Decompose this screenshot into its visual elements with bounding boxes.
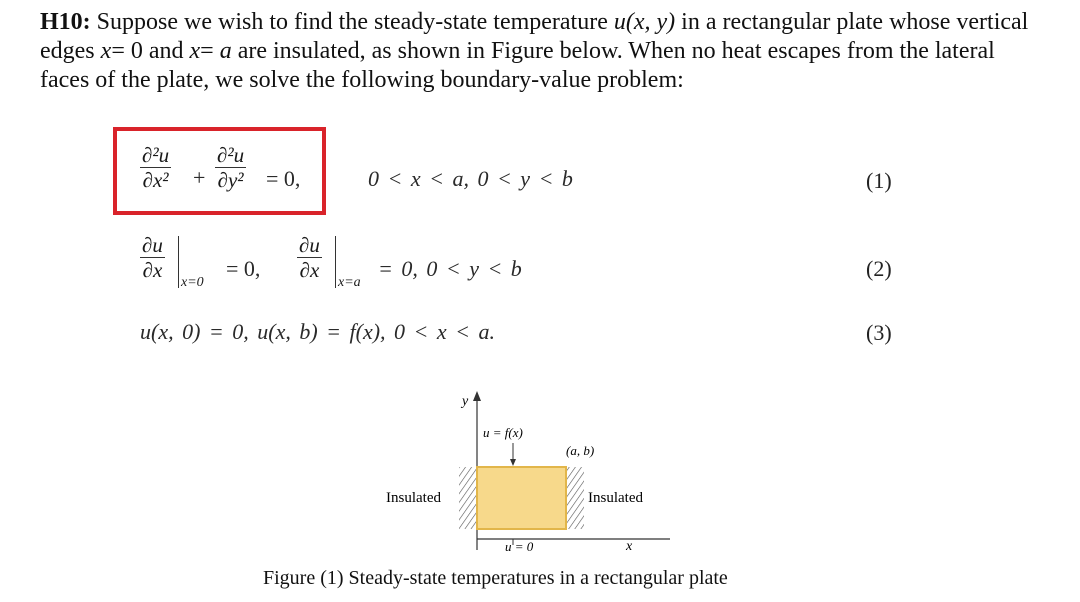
x-axis-label: x: [626, 539, 633, 554]
denominator: ∂x²: [142, 168, 169, 193]
right-insulated-label: Insulated: [588, 490, 643, 506]
y-axis-arrow-icon: [473, 391, 481, 401]
variable-a: a: [219, 38, 232, 64]
numerator: ∂u: [299, 233, 320, 257]
boundary-arrow-head-icon: [510, 459, 516, 466]
numerator: ∂²u: [142, 143, 170, 167]
evaluation-bar: [178, 236, 179, 288]
evaluation-subscript: x=a: [338, 275, 361, 290]
corner-label: (a, b): [566, 443, 595, 458]
fraction-du-dx: [140, 233, 165, 282]
fraction-du-dx: [297, 233, 322, 282]
bottom-boundary-label: u = 0: [505, 539, 534, 554]
denominator: ∂x: [142, 258, 163, 283]
variable-x: x: [189, 38, 201, 64]
equals-zero: = 0,: [226, 256, 261, 281]
figure-caption: Figure (1) Steady-state temperatures in a rectangular plate: [263, 567, 728, 589]
equation-number-3: (3): [866, 320, 892, 345]
denominator: ∂y²: [217, 168, 244, 193]
y-axis-label: y: [462, 394, 469, 409]
insulation-right: [566, 467, 584, 529]
plate-rectangle: [477, 467, 566, 529]
equation-number-1: (1): [866, 168, 892, 193]
left-insulated-label: Insulated: [386, 490, 441, 506]
problem-text: Suppose we wish to find the steady-state temperature: [90, 9, 614, 35]
problem-text: =: [200, 38, 220, 64]
denominator: ∂x: [299, 258, 320, 283]
plate-figure: [370, 385, 690, 565]
fraction-d2u-dy2: [215, 143, 246, 192]
problem-text: = 0 and: [111, 38, 190, 64]
equation-number-2: (2): [866, 256, 892, 281]
numerator: ∂u: [142, 233, 163, 257]
boundary-condition: = 0, 0 < y < b: [378, 256, 522, 281]
boundary-condition-3: u(x, 0) = 0, u(x, b) = f(x), 0 < x < a.: [140, 319, 496, 344]
problem-statement: [40, 8, 1040, 95]
fraction-d2u-dx2: [140, 143, 171, 192]
insulation-left: [459, 467, 477, 529]
domain-condition: 0 < x < a, 0 < y < b: [368, 166, 573, 191]
evaluation-subscript: x=0: [181, 275, 204, 290]
variable-x: x: [100, 38, 112, 64]
problem-text: are insulated, as shown in Figure below. When no heat escapes from the lateral faces of the plate, we solve the following boundary-value problem:: [40, 38, 995, 93]
numerator: ∂²u: [217, 143, 245, 167]
problem-label: H10:: [40, 9, 91, 35]
function-symbol: u(x, y): [613, 9, 676, 35]
evaluation-bar: [335, 236, 336, 288]
plus-sign: +: [193, 165, 206, 190]
equals-zero: = 0,: [266, 166, 301, 191]
problem-text: in a rectangular plate whose vertical edges: [40, 9, 1029, 64]
top-boundary-label: u = f(x): [483, 425, 523, 440]
